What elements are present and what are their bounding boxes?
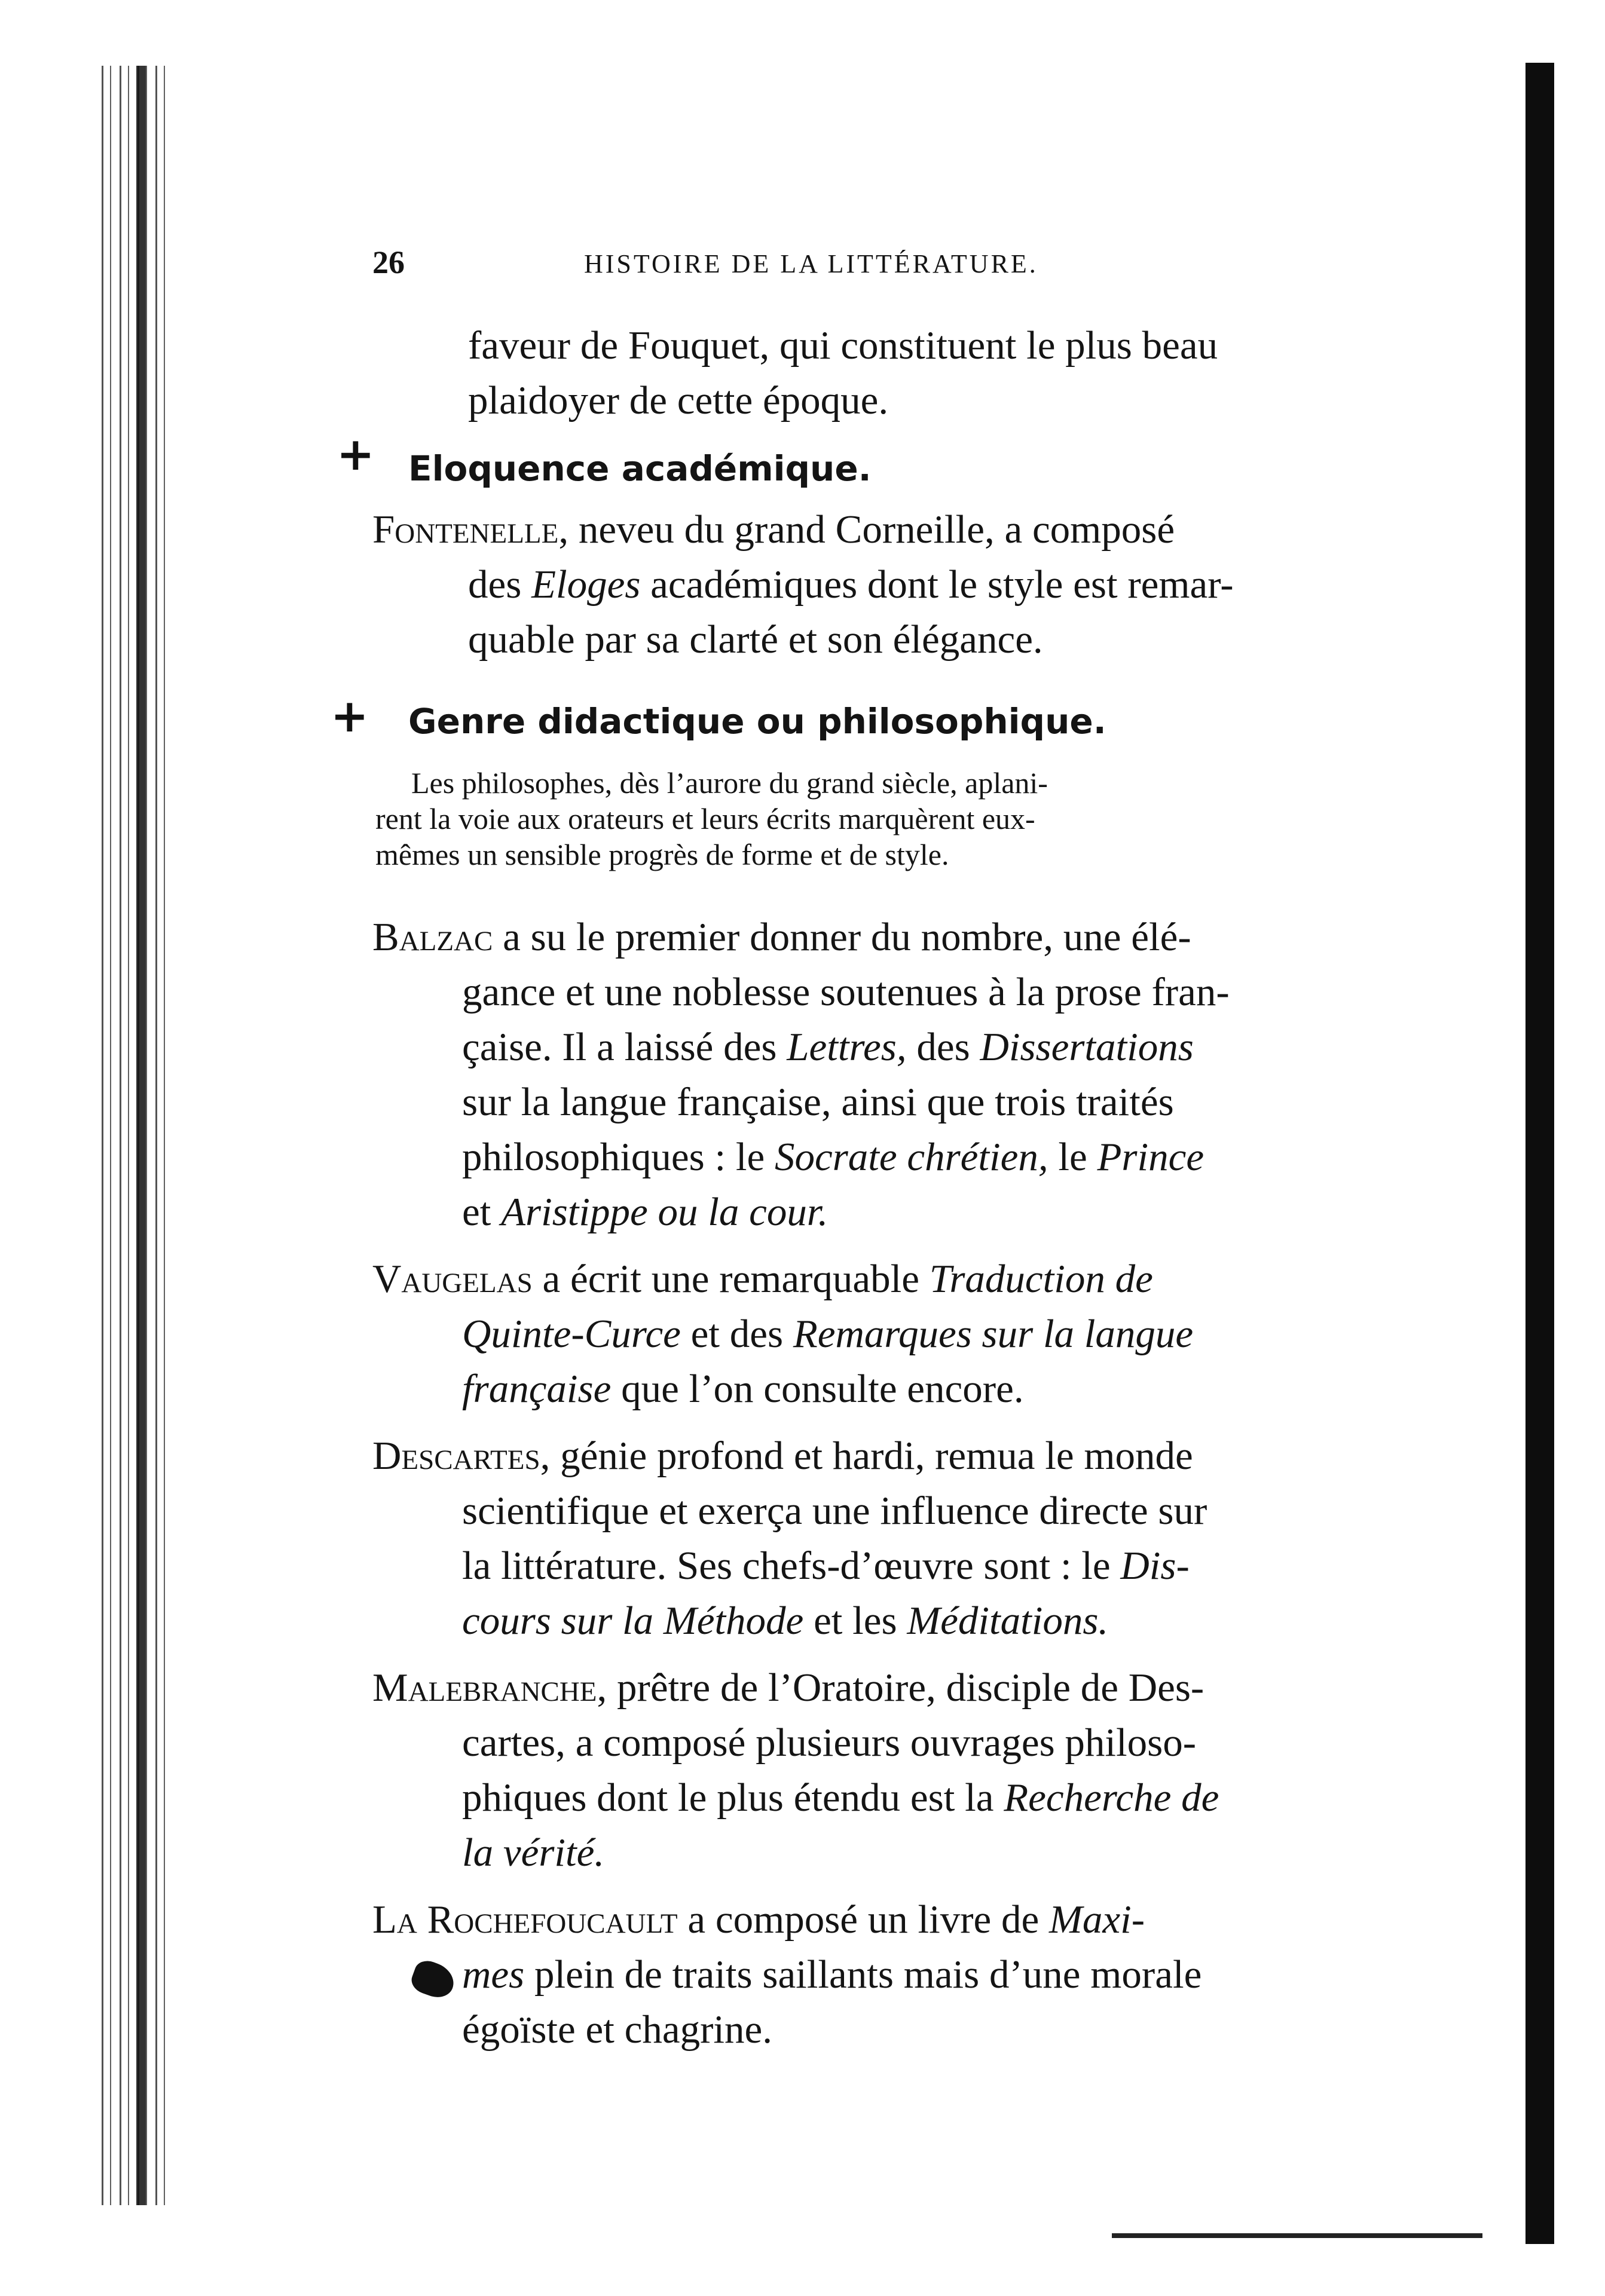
entry-line: cartes, a composé plusieurs ouvrages philoso- <box>462 1721 1197 1765</box>
entry-line: des Eloges académiques dont le style est remar- <box>468 562 1234 607</box>
entry-line: la littérature. Ses chefs-d’œuvre sont : le Dis- <box>462 1544 1190 1588</box>
binding-edge <box>136 66 146 2205</box>
entry-line: scientifique et exerça une influence directe sur <box>462 1489 1207 1533</box>
entry-line: çaise. Il a laissé des Lettres, des Dissertations <box>462 1025 1194 1069</box>
ink-blot <box>408 1957 459 2003</box>
entry-line: sur la langue française, ainsi que trois traités <box>462 1080 1174 1124</box>
section-heading: Eloquence académique. <box>408 448 872 489</box>
bottom-edge-mark <box>1112 2233 1482 2238</box>
binding-shadow <box>102 66 167 2205</box>
text-line: plaidoyer de cette époque. <box>468 378 889 423</box>
entry-line: Malebranche, prêtre de l’Oratoire, disciple de Des- <box>372 1666 1204 1710</box>
page-number: 26 <box>372 244 405 280</box>
author-name: La Rochefoucault <box>372 1897 678 1942</box>
running-head: HISTOIRE DE LA LITTÉRATURE. <box>584 249 1038 278</box>
text-line: faveur de Fouquet, qui constituent le plus beau <box>468 323 1218 368</box>
entry-line: Vaugelas a écrit une remarquable Traduction de <box>372 1257 1153 1301</box>
entry-line: égoïste et chagrine. <box>462 2007 773 2052</box>
page-edge-shadow <box>1525 63 1554 2244</box>
author-name: Vaugelas <box>372 1257 533 1301</box>
entry-line: Balzac a su le premier donner du nombre, une élé- <box>372 915 1191 959</box>
entry-line: la vérité. <box>462 1830 605 1875</box>
page-header <box>0 244 1605 280</box>
section-heading: Genre didactique ou philosophique. <box>408 701 1106 742</box>
entry-line: quable par sa clarté et son élégance. <box>468 617 1043 662</box>
entry-line: gance et une noblesse soutenues à la prose fran- <box>462 970 1230 1014</box>
entry-line: Descartes, génie profond et hardi, remua le monde <box>372 1434 1193 1478</box>
entry-line: philosophiques : le Socrate chrétien, le Prince <box>462 1135 1204 1179</box>
margin-cross-mark: + <box>331 689 369 742</box>
author-name: Malebranche <box>372 1666 597 1710</box>
entry-line: Quinte-Curce et des Remarques sur la langue <box>462 1312 1194 1356</box>
note-line: Les philosophes, dès l’aurore du grand siècle, aplani- <box>411 766 1048 800</box>
entry-line: La Rochefoucault a composé un livre de Maxi- <box>372 1897 1145 1942</box>
entry-line: cours sur la Méthode et les Méditations. <box>462 1599 1109 1643</box>
author-name: Balzac <box>372 915 493 959</box>
entry-line: phiques dont le plus étendu est la Recherche de <box>462 1775 1219 1820</box>
note-line: rent la voie aux orateurs et leurs écrits marquèrent eux- <box>375 802 1035 835</box>
author-name: Fontenelle <box>372 507 559 552</box>
entry-line: et Aristippe ou la cour. <box>462 1190 829 1234</box>
entry-line: Fontenelle, neveu du grand Corneille, a composé <box>372 507 1175 552</box>
margin-cross-mark: + <box>337 427 375 480</box>
entry-line: française que l’on consulte encore. <box>462 1367 1024 1411</box>
entry-line: mes plein de traits saillants mais d’une morale <box>462 1952 1202 1997</box>
note-line: mêmes un sensible progrès de forme et de style. <box>375 838 949 871</box>
author-name: Descartes <box>372 1434 540 1478</box>
